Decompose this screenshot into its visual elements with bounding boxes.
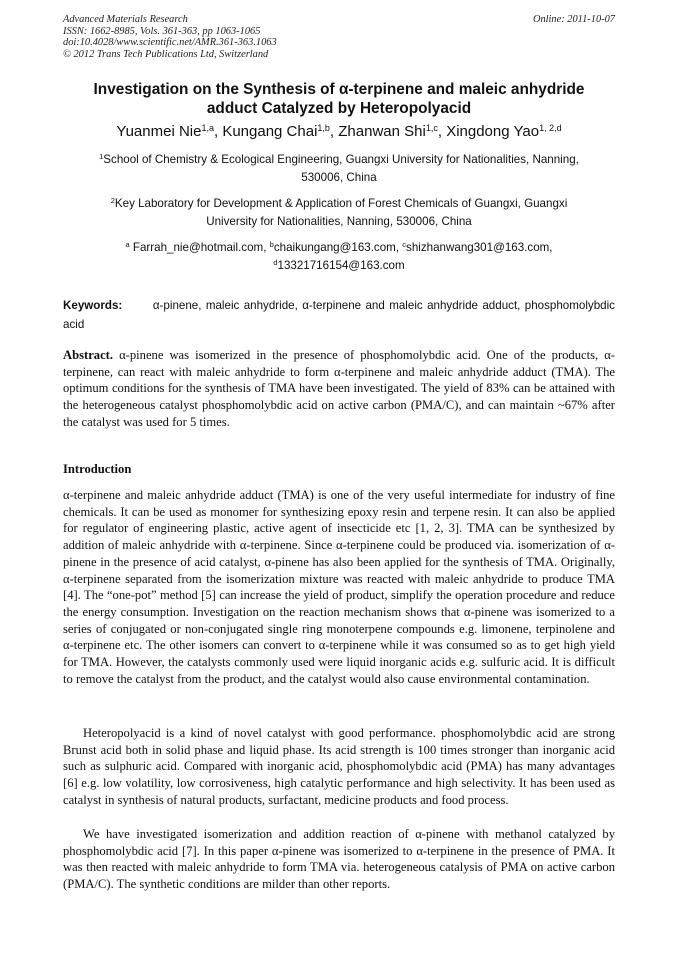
affiliation-line: School of Chemistry & Ecological Engineering, Guangxi University for Nationalities, Nanning, xyxy=(103,153,579,166)
affiliation-line: 530006, China xyxy=(301,171,377,184)
affiliation-1 xyxy=(63,151,615,187)
title-line-2: adduct Catalyzed by Heteropolyacid xyxy=(206,100,472,117)
author-separator: , xyxy=(329,123,339,140)
author-affil-sup: 1, 2,d xyxy=(539,123,562,133)
journal-name: Advanced Materials Research xyxy=(63,14,188,25)
journal-header xyxy=(63,14,615,60)
abstract xyxy=(63,347,615,431)
author-affil-sup: 1,c xyxy=(425,123,438,133)
affiliation-sup: 1 xyxy=(99,152,104,161)
keywords-text: α-pinene, maleic anhydride, α-terpinene and maleic anhydride adduct, phosphomolybdic acid xyxy=(63,299,615,331)
email-sup: b xyxy=(269,240,274,249)
keywords xyxy=(63,296,615,334)
email-sup: c xyxy=(402,240,407,249)
author-name: Xingdong Yao xyxy=(446,123,540,140)
author-affil-sup: 1,b xyxy=(317,123,330,133)
intro-paragraph-1: α-terpinene and maleic anhydride adduct (TMA) is one of the very useful intermediate for industry of fine chemicals. It can be used as monomer for synthesizing epoxy resin and terpene resin. It can also be applied for regulator of engineering plastic, active agent of insecticide etc [1, 2, 3]. TMA can be synthesized by addition of maleic anhydride with α-terpinene. Since α-terpinene could be produced via. isomerization of α-pinene in the presence of acid catalyst, α-pinene has also been applied for the synthesis of TMA. Originally, α-terpinene separated from the isomerization mixture was reacted with maleic anhydride to produce TMA [4]. The “one-pot” method [5] can increase the yield of product, simplify the operation procedure and reduce the energy consumption. Investigation on the reaction mechanism shows that α-pinene was isomerized to a series of conjugated or non-conjugated single ring monoterpene compounds e.g. limonene, terpinolene and α-terpinene etc. The other isomers can convert to α-terpinene while it was consumed so as to get high yield for TMA. However, the catalysts commonly used were liquid inorganic acids e.g. sulfuric acid. It is difficult to remove the catalyst from the product, and the catalyst would also cause environmental contamination. xyxy=(63,488,615,686)
section-heading: Introduction xyxy=(63,462,132,476)
abstract-label: Abstract. xyxy=(63,348,114,362)
email-list xyxy=(63,239,615,275)
email-address: shizhanwang301@163.com, xyxy=(406,241,553,254)
author-name: Yuanmei Nie xyxy=(116,123,202,140)
email-sup: d xyxy=(273,258,278,267)
email-address: Farrah_nie@hotmail.com, xyxy=(132,241,267,254)
author-affil-sup: 1,a xyxy=(201,123,214,133)
intro-paragraph-2: Heteropolyacid is a kind of novel catalyst with good performance. phosphomolybdic acid are strong Brunst acid both in solid phase and liquid phase. Its acid strength is 100 times stronger than inorganic acid such as sulphuric acid. Compared with inorganic acid, phosphomolybdic acid (PMA) has many advantages [6] e.g. low volatility, low corrosiveness, high catalytic performance and high selectivity. It has been used as catalyst in synthesis of natural products, surfactant, medicine products and food process. xyxy=(63,726,615,807)
author-list xyxy=(63,122,615,142)
affiliation-sup: 2 xyxy=(110,196,115,205)
abstract-text: α-pinene was isomerized in the presence of phosphomolybdic acid. One of the products, α-terpinene, can react with maleic anhydride to form α-terpinene and maleic anhydride adduct (TMA). The optimum conditions for the synthesis of TMA have been investigated. The yield of 83% can be attained with the heterogeneous catalyst phosphomolybdic acid on active carbon (PMA/C), and can maintain ~67% after the catalyst was used for 5 times. xyxy=(63,348,615,429)
affiliation-line: Key Laboratory for Development & Application of Forest Chemicals of Guangxi, Guangxi xyxy=(114,197,568,210)
email-address: 13321716154@163.com xyxy=(277,259,405,272)
email-address: chaikungang@163.com, xyxy=(273,241,400,254)
affiliation-2 xyxy=(63,195,615,231)
intro-paragraph-3: We have investigated isomerization and addition reaction of α-pinene with methanol catalyzed by phosphomolybdic acid [7]. In this paper α-pinene was isomerized to α-terpinene in the presence of PMA. It was then reacted with maleic anhydride to form TMA via. heterogeneous catalysis of PMA on active carbon (PMA/C). The synthetic conditions are milder than other reports. xyxy=(63,827,615,892)
title-line-1: Investigation on the Synthesis of α-terpinene and maleic anhydride xyxy=(93,81,585,98)
online-date: Online: 2011-10-07 xyxy=(532,14,615,25)
affiliation-line: University for Nationalities, Nanning, 530006, China xyxy=(206,215,472,228)
issn-line: ISSN: 1662-8985, Vols. 361-363, pp 1063-1065 xyxy=(63,25,261,37)
author-separator: , xyxy=(213,123,223,140)
author-name: Zhanwan Shi xyxy=(338,123,426,140)
author-name: Kungang Chai xyxy=(222,123,318,140)
keywords-label: Keywords: xyxy=(63,299,123,312)
email-sup: a xyxy=(125,240,130,249)
doi-line: doi:10.4028/www.scientific.net/AMR.361-363.1063 xyxy=(63,37,277,49)
copyright-line: © 2012 Trans Tech Publications Ltd, Switzerland xyxy=(63,48,269,60)
paper-title xyxy=(63,80,615,118)
author-separator: , xyxy=(437,123,447,140)
